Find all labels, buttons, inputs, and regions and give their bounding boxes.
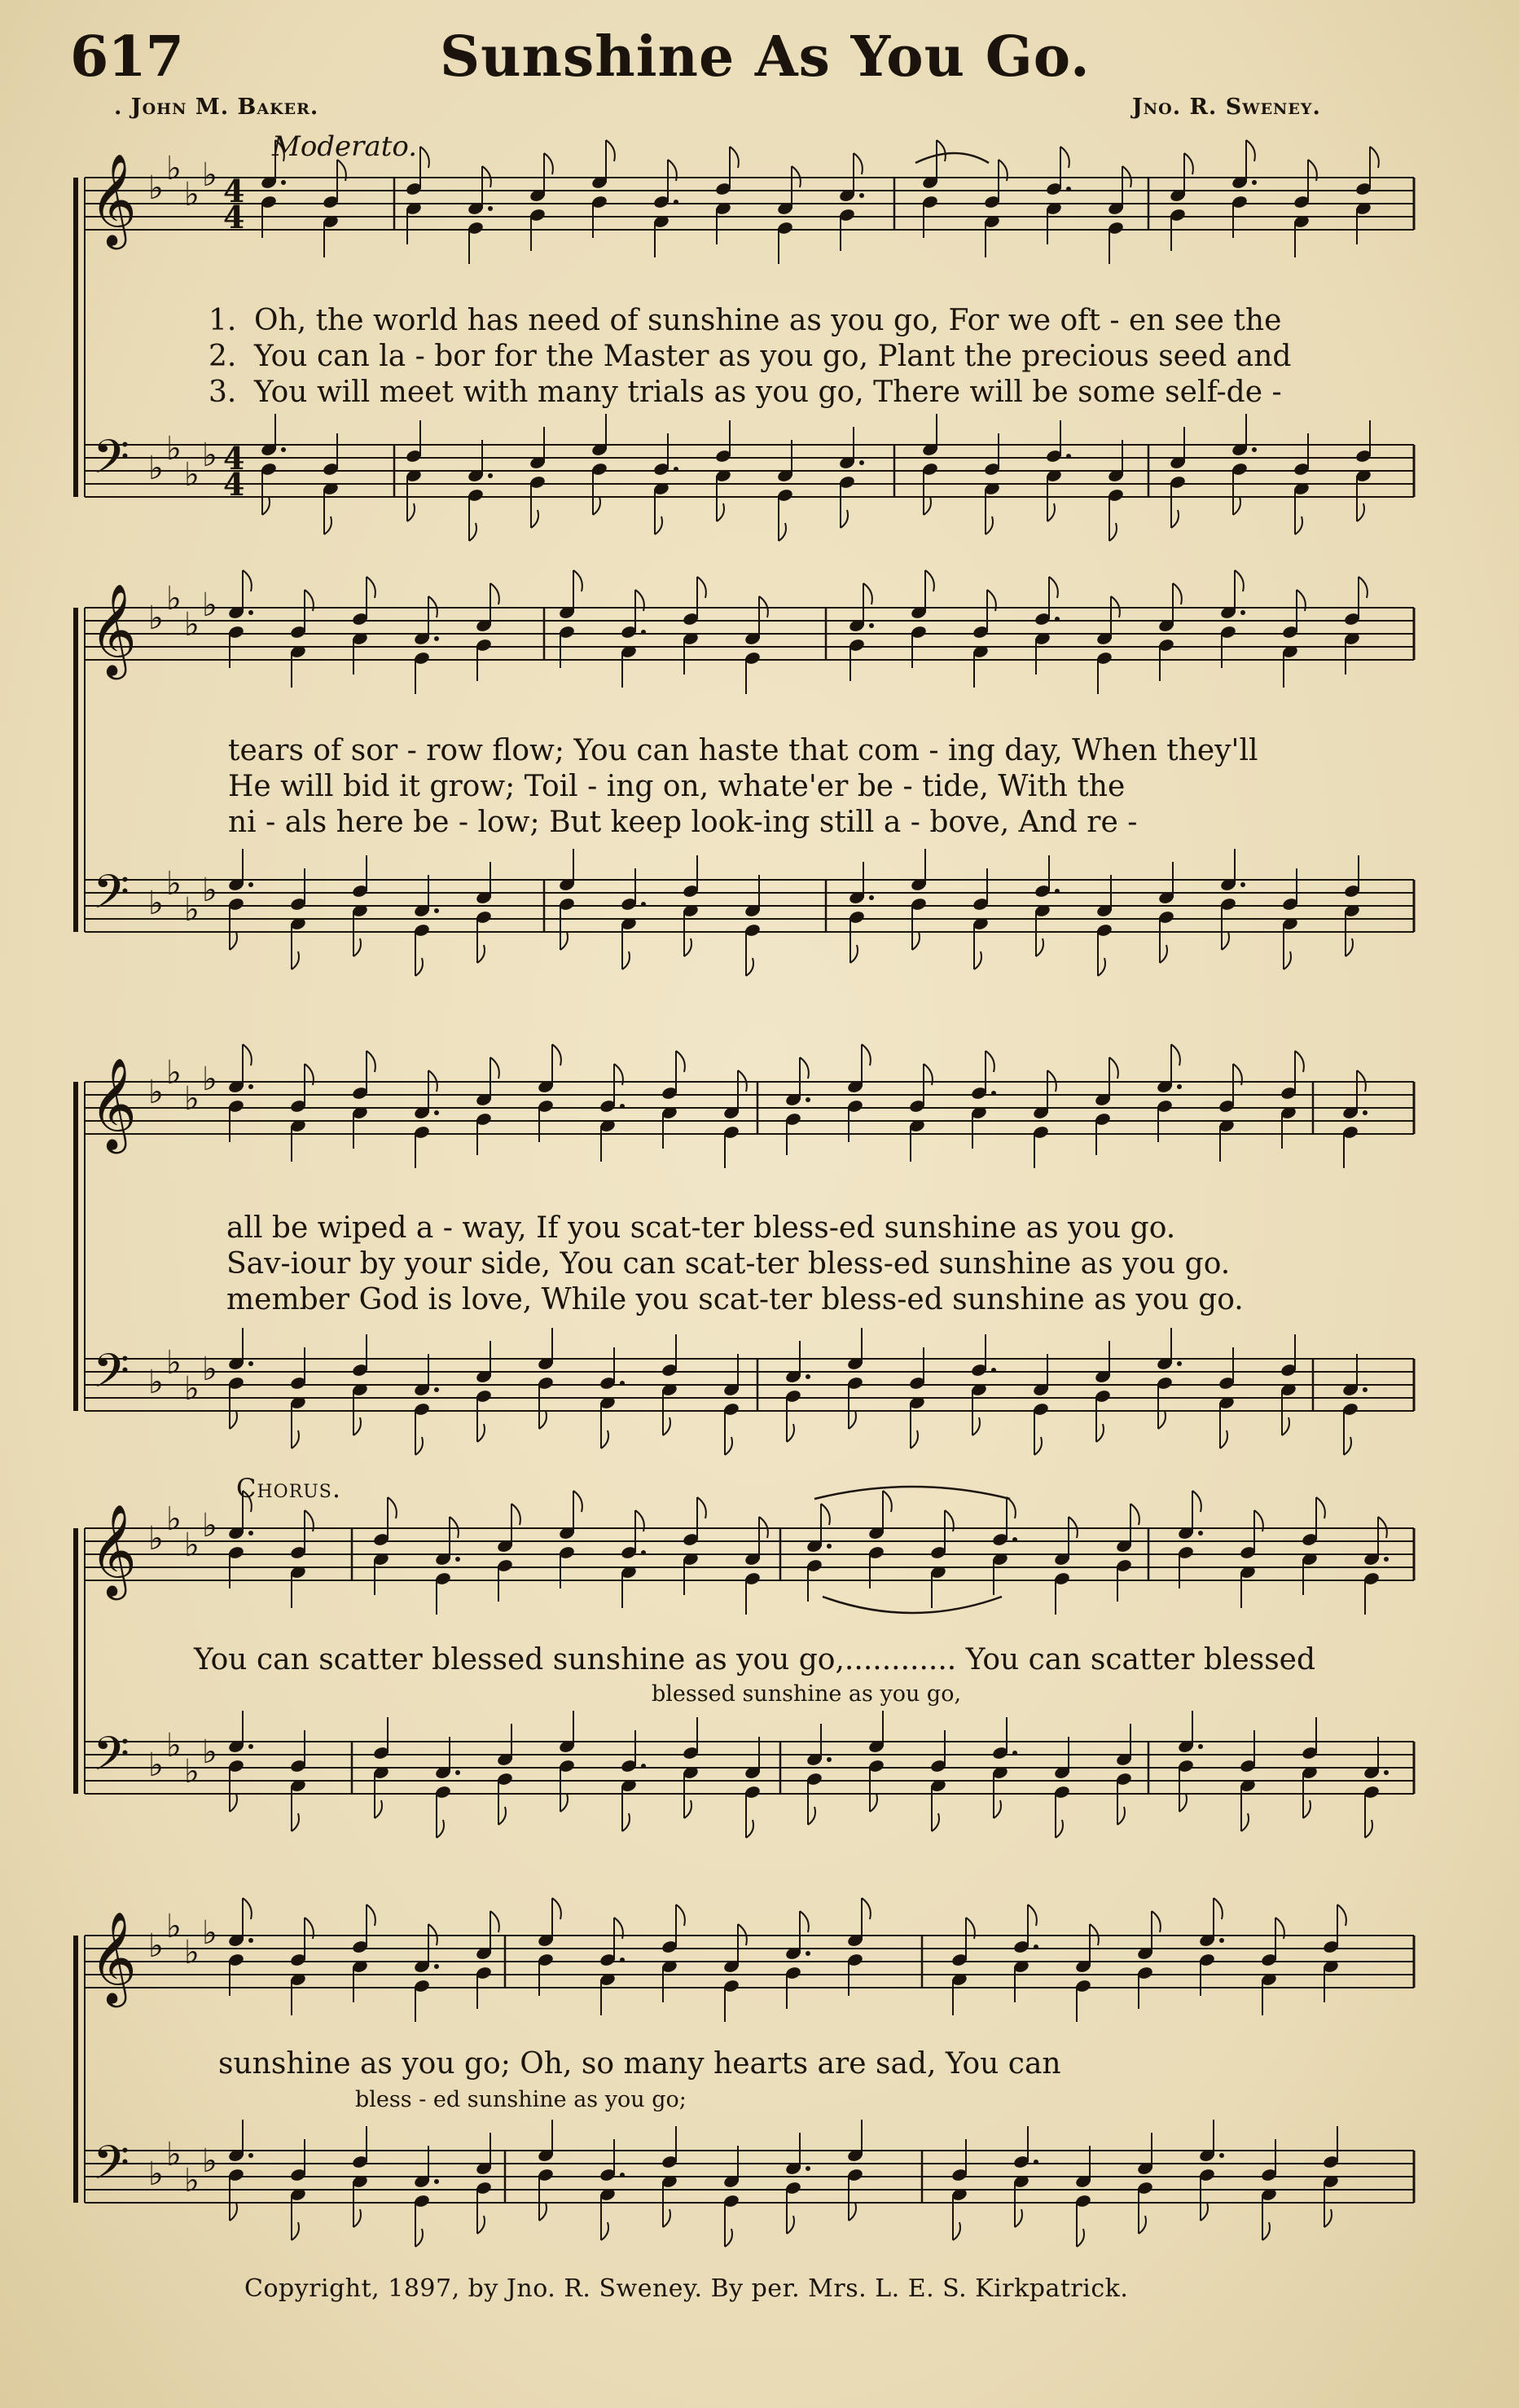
note-flag	[324, 516, 331, 534]
note-flag	[1171, 1044, 1180, 1066]
note-flag	[601, 1430, 608, 1448]
note-flag	[1284, 951, 1291, 969]
dot	[869, 895, 874, 900]
hymn-number: 617	[70, 24, 183, 90]
note-flag	[1109, 523, 1117, 541]
flat-icon: ♭	[184, 1934, 200, 1971]
verse-3-line-3: member God is love, While you scat-ter bless-ed sunshine as you go.	[226, 1283, 1244, 1316]
time-signature-bottom: 4	[223, 466, 245, 503]
dot	[620, 1104, 625, 1109]
flat-icon: ♭	[166, 1501, 182, 1538]
note-flag	[1015, 2209, 1022, 2227]
note-flag	[1201, 2203, 1208, 2221]
note-flag	[560, 1794, 568, 1812]
flat-icon: ♭	[166, 1908, 182, 1945]
dot	[248, 2153, 253, 2158]
note-flag	[932, 1813, 939, 1831]
note-flag	[862, 1044, 871, 1066]
note-flag	[862, 1898, 871, 1919]
note-flag	[1184, 153, 1193, 174]
dot	[1066, 187, 1071, 191]
verse-3-line-1	[209, 375, 1282, 411]
note-flag	[1117, 1807, 1125, 1825]
note-flag	[883, 1491, 892, 1512]
flat-icon: ♭	[148, 450, 164, 487]
note-flag	[1357, 503, 1364, 521]
note-flag	[243, 570, 252, 591]
treble-clef-icon: 𝄞	[90, 1057, 137, 1150]
verse-1-line-1	[209, 303, 1281, 339]
flat-icon: ♭	[148, 1520, 164, 1558]
dot	[1055, 889, 1060, 894]
note-flag	[1171, 510, 1179, 528]
note-flag	[262, 497, 270, 515]
dot	[806, 1097, 810, 1102]
flat-icon: ♭	[166, 1344, 182, 1382]
note-flag	[1241, 1813, 1249, 1831]
bass-clef-icon: 𝄢	[93, 864, 130, 931]
note-flag	[1262, 2222, 1270, 2240]
time-signature-top: 4	[223, 173, 245, 209]
note-flag	[800, 1057, 809, 1079]
flat-icon: ♭	[202, 1914, 217, 1952]
note-flag	[1192, 1491, 1201, 1512]
hymn-title: Sunshine As You Go.	[440, 24, 1091, 90]
note-flag	[1077, 2229, 1084, 2247]
chorus-line-2: sunshine as you go; Oh, so many hearts are sad, You can	[218, 2047, 1061, 2081]
note-flag	[415, 1437, 423, 1455]
note-flag	[292, 1430, 299, 1448]
note-flag	[911, 1430, 918, 1448]
note-flag	[573, 1491, 582, 1512]
dot	[620, 1958, 625, 1962]
note-flag	[841, 510, 848, 528]
verse-1-line-3: all be wiped a - way, If you scat-ter bless-ed sunshine as you go.	[226, 1211, 1176, 1245]
note-flag	[353, 2209, 361, 2227]
treble-clef-icon: 𝄞	[90, 153, 137, 246]
dot	[674, 467, 678, 472]
note-flag	[974, 951, 981, 969]
dot	[806, 1951, 810, 1956]
note-flag	[490, 583, 499, 604]
dot	[488, 206, 493, 211]
system-bracket	[73, 608, 78, 932]
dot	[434, 636, 439, 641]
bass-clef-icon: 𝄢	[93, 2135, 130, 2202]
note-flag	[850, 945, 858, 963]
treble-clef-icon: 𝄞	[90, 1911, 137, 2004]
bass-clef-icon: 𝄢	[93, 1726, 130, 1793]
flat-icon: ♭	[202, 587, 217, 624]
note-flag	[725, 2229, 732, 2247]
flat-icon: ♭	[184, 1080, 200, 1118]
dot	[1240, 610, 1245, 615]
time-signature-top: 4	[223, 440, 245, 477]
dot	[1066, 454, 1071, 459]
note-flag	[388, 1497, 397, 1518]
dot	[281, 447, 286, 452]
time-signature-bottom: 4	[223, 199, 245, 235]
note-flag	[539, 2203, 547, 2221]
dot	[641, 1764, 646, 1769]
lyricist-credit: . John M. Baker.	[114, 94, 319, 120]
note-flag	[477, 945, 485, 963]
dot	[434, 1387, 439, 1392]
dot	[1012, 1751, 1017, 1755]
note-flag	[1060, 147, 1069, 168]
note-flag	[1324, 2209, 1332, 2227]
flat-icon: ♭	[184, 176, 200, 213]
flat-icon: ♭	[148, 1074, 164, 1111]
note-flag	[1316, 1497, 1325, 1518]
note-flag	[367, 1051, 375, 1072]
note-flag	[684, 1800, 691, 1818]
dot	[991, 1091, 996, 1096]
note-flag	[353, 1417, 361, 1435]
dot	[248, 1361, 253, 1366]
note-flag	[1028, 1905, 1037, 1926]
note-flag	[725, 1437, 732, 1455]
note-flag	[498, 1807, 506, 1825]
note-flag	[854, 153, 863, 174]
bass-clef-icon: 𝄢	[93, 429, 130, 496]
dot	[641, 1550, 646, 1555]
note-flag	[1139, 2216, 1146, 2234]
note-flag	[1295, 516, 1302, 534]
note-flag	[953, 2222, 960, 2240]
note-flag	[924, 497, 931, 515]
flat-icon: ♭	[148, 2155, 164, 2193]
note-flag	[972, 1417, 980, 1435]
note-flag	[663, 1417, 670, 1435]
note-flag	[1222, 932, 1229, 950]
note-flag	[1160, 945, 1167, 963]
note-flag	[1337, 1905, 1346, 1926]
dot	[1219, 1938, 1224, 1943]
dot	[827, 1544, 832, 1549]
note-flag	[622, 951, 630, 969]
verse-1-line-2: tears of sor - row flow; You can haste that com - ing day, When they'll	[228, 734, 1258, 767]
note-flag	[1049, 577, 1058, 598]
dot	[1198, 1744, 1203, 1749]
note-flag	[730, 147, 739, 168]
note-flag	[1152, 1911, 1161, 1932]
note-flag	[1007, 1497, 1016, 1518]
note-flag	[676, 1051, 685, 1072]
flat-icon: ♭	[166, 1054, 182, 1092]
verse-3-line-2: ni - als here be - low; But keep look-ing still a - bove, And re -	[228, 806, 1138, 839]
note-flag	[407, 503, 415, 521]
tie	[823, 1597, 1002, 1613]
note-flag	[779, 523, 786, 541]
note-flag	[511, 1504, 520, 1525]
dot	[827, 1757, 832, 1762]
flat-icon: ♭	[184, 456, 200, 494]
bass-clef-icon: 𝄢	[93, 1343, 130, 1410]
note-flag	[230, 1794, 237, 1812]
flat-icon: ♭	[148, 1364, 164, 1401]
flat-icon: ♭	[202, 156, 217, 194]
note-flag	[863, 583, 872, 604]
note-flag	[1235, 570, 1244, 591]
verse-number: 3.	[209, 376, 237, 409]
note-flag	[415, 958, 423, 976]
dot	[434, 908, 439, 913]
chorus-echo-2: bless - ed sunshine as you go;	[355, 2087, 687, 2112]
note-flag	[808, 1807, 815, 1825]
note-flag	[787, 2216, 794, 2234]
note-flag	[544, 153, 553, 174]
note-flag	[1130, 1504, 1139, 1525]
dot	[859, 193, 864, 198]
flat-icon: ♭	[202, 2142, 217, 2180]
note-flag	[1303, 1800, 1310, 1818]
system-bracket	[73, 1528, 78, 1794]
note-flag	[531, 510, 538, 528]
dot	[1219, 2153, 1224, 2158]
system-bracket	[73, 1936, 78, 2203]
flat-icon: ♭	[166, 865, 182, 903]
note-flag	[787, 1424, 794, 1442]
lyric-text: Oh, the world has need of sunshine as you go, For we oft - en see the	[254, 304, 1282, 337]
treble-clef-icon: 𝄞	[90, 1504, 137, 1597]
tie	[915, 153, 989, 163]
note-flag	[560, 932, 568, 950]
note-flag	[1173, 583, 1182, 604]
note-flag	[697, 577, 706, 598]
dot	[248, 610, 253, 615]
flat-icon: ♭	[184, 1753, 200, 1791]
dot	[455, 1557, 460, 1562]
note-flag	[986, 516, 993, 534]
note-flag	[593, 497, 600, 515]
dot	[434, 1964, 439, 1969]
system-bracket	[73, 178, 78, 497]
dot	[1384, 1557, 1389, 1562]
dot	[488, 473, 493, 478]
dot	[620, 1381, 625, 1386]
flat-icon: ♭	[148, 885, 164, 922]
note-flag	[994, 1800, 1001, 1818]
flat-icon: ♭	[184, 1527, 200, 1564]
dot	[991, 1368, 996, 1373]
note-flag	[655, 516, 662, 534]
note-flag	[684, 938, 691, 956]
chorus-line-1: You can scatter blessed sunshine as you go,............ You can scatter blessed	[194, 1643, 1316, 1676]
note-flag	[746, 958, 753, 976]
dot	[1177, 1084, 1182, 1089]
note-flag	[243, 1044, 252, 1066]
note-flag	[292, 1813, 299, 1831]
note-flag	[375, 1800, 382, 1818]
lyric-text: You will meet with many trials as you go, There will be some self-de -	[254, 376, 1282, 409]
dot	[455, 1770, 460, 1775]
dot	[620, 2173, 625, 2177]
dot	[248, 1084, 253, 1089]
note-flag	[415, 2229, 423, 2247]
note-flag	[420, 147, 429, 168]
verse-2-line-1	[209, 339, 1291, 375]
dot	[281, 180, 286, 185]
dot	[1034, 1944, 1038, 1949]
note-flag	[367, 577, 375, 598]
note-flag	[912, 932, 920, 950]
dot	[1252, 180, 1257, 185]
note-flag	[821, 1504, 830, 1525]
system-bracket	[73, 1082, 78, 1411]
note-flag	[663, 2209, 670, 2227]
dot	[1384, 1770, 1389, 1775]
note-flag	[870, 1794, 877, 1812]
flat-icon: ♭	[202, 1351, 217, 1388]
note-flag	[230, 1411, 237, 1429]
note-flag	[1047, 503, 1055, 521]
dot	[1252, 447, 1257, 452]
dot	[248, 882, 253, 887]
note-flag	[477, 1424, 485, 1442]
dot	[434, 2179, 439, 2184]
note-flag	[230, 932, 237, 950]
note-flag	[601, 2222, 608, 2240]
note-flag	[1365, 1820, 1372, 1838]
dot	[1034, 2160, 1038, 2164]
composer-credit: Jno. R. Sweney.	[1132, 94, 1321, 120]
note-flag	[230, 2203, 237, 2221]
verse-number: 1.	[209, 304, 237, 337]
note-flag	[539, 1411, 547, 1429]
verse-2-line-2: He will bid it grow; Toil - ing on, whate'er be - tide, With the	[228, 770, 1126, 803]
flat-icon: ♭	[202, 1507, 217, 1545]
note-flag	[717, 503, 724, 521]
flat-icon: ♭	[148, 1927, 164, 1965]
flat-icon: ♭	[148, 169, 164, 207]
dot	[1055, 617, 1060, 622]
note-flag	[490, 1057, 499, 1079]
dot	[1363, 1387, 1368, 1392]
note-flag	[437, 1820, 444, 1838]
note-flag	[986, 1051, 994, 1072]
note-flag	[573, 570, 582, 591]
note-flag	[490, 1911, 499, 1932]
flat-icon: ♭	[202, 872, 217, 909]
note-flag	[1295, 1051, 1304, 1072]
note-flag	[849, 2203, 856, 2221]
dot	[869, 623, 874, 628]
note-flag	[552, 1898, 561, 1919]
copyright-notice: Copyright, 1897, by Jno. R. Sweney. By per. Mrs. L. E. S. Kirkpatrick.	[244, 2274, 1129, 2303]
flat-icon: ♭	[202, 1061, 217, 1098]
flat-icon: ♭	[184, 891, 200, 929]
note-flag	[469, 523, 476, 541]
flat-icon: ♭	[148, 1747, 164, 1784]
note-flag	[925, 570, 934, 591]
verse-number: 2.	[209, 340, 237, 373]
dot	[1240, 882, 1245, 887]
note-flag	[676, 1905, 685, 1926]
note-flag	[1214, 1898, 1223, 1919]
dot	[859, 460, 864, 465]
dot	[1363, 1110, 1368, 1115]
note-flag	[1098, 958, 1105, 976]
dot	[1012, 1537, 1017, 1542]
note-flag	[1034, 1437, 1042, 1455]
note-flag	[622, 1813, 630, 1831]
tempo-marking: Moderato.	[272, 130, 418, 163]
note-flag	[1233, 497, 1240, 515]
flat-icon: ♭	[184, 606, 200, 644]
note-flag	[800, 1911, 809, 1932]
note-flag	[1246, 140, 1255, 161]
note-flag	[1220, 1430, 1227, 1448]
flat-icon: ♭	[166, 2136, 182, 2173]
note-flag	[275, 140, 284, 161]
dot	[248, 1531, 253, 1536]
tie	[814, 1487, 1010, 1499]
lyric-text: You can la - bor for the Master as you go, Plant the precious seed and	[254, 340, 1292, 373]
verse-2-line-3: Sav-iour by your side, You can scat-ter bless-ed sunshine as you go.	[226, 1247, 1231, 1281]
dot	[641, 630, 646, 635]
note-flag	[937, 140, 946, 161]
note-flag	[353, 938, 361, 956]
note-flag	[1158, 1411, 1166, 1429]
dot	[248, 1938, 253, 1943]
note-flag	[606, 140, 615, 161]
note-flag	[243, 1898, 252, 1919]
note-flag	[1056, 1820, 1063, 1838]
flat-icon: ♭	[148, 600, 164, 637]
note-flag	[1109, 1057, 1118, 1079]
flat-icon: ♭	[202, 1733, 217, 1771]
flat-icon: ♭	[202, 437, 217, 474]
note-flag	[1096, 1424, 1104, 1442]
flat-icon: ♭	[166, 1727, 182, 1764]
flat-icon: ♭	[166, 150, 182, 187]
dot	[674, 200, 678, 204]
note-flag	[697, 1497, 706, 1518]
chorus-label: Chorus.	[236, 1473, 342, 1504]
dot	[806, 2166, 810, 2171]
note-flag	[849, 1411, 856, 1429]
flat-icon: ♭	[184, 1370, 200, 1408]
flat-icon: ♭	[166, 580, 182, 617]
chorus-echo-1: blessed sunshine as you go,	[652, 1681, 962, 1707]
note-flag	[477, 2216, 485, 2234]
note-flag	[1346, 938, 1353, 956]
note-flag	[1359, 577, 1368, 598]
note-flag	[292, 2222, 299, 2240]
flat-icon: ♭	[166, 430, 182, 468]
note-flag	[552, 1044, 561, 1066]
dot	[806, 1374, 810, 1379]
dot	[641, 902, 646, 907]
note-flag	[1370, 147, 1379, 168]
dot	[1198, 1531, 1203, 1536]
note-flag	[292, 951, 299, 969]
note-flag	[367, 1905, 375, 1926]
flat-icon: ♭	[184, 2162, 200, 2199]
note-flag	[1344, 1437, 1351, 1455]
treble-clef-icon: 𝄞	[90, 583, 137, 676]
note-flag	[1036, 938, 1043, 956]
dot	[248, 1744, 253, 1749]
dot	[434, 1110, 439, 1115]
dot	[1177, 1361, 1182, 1366]
note-flag	[746, 1820, 753, 1838]
note-flag	[1179, 1794, 1187, 1812]
note-flag	[1282, 1417, 1289, 1435]
